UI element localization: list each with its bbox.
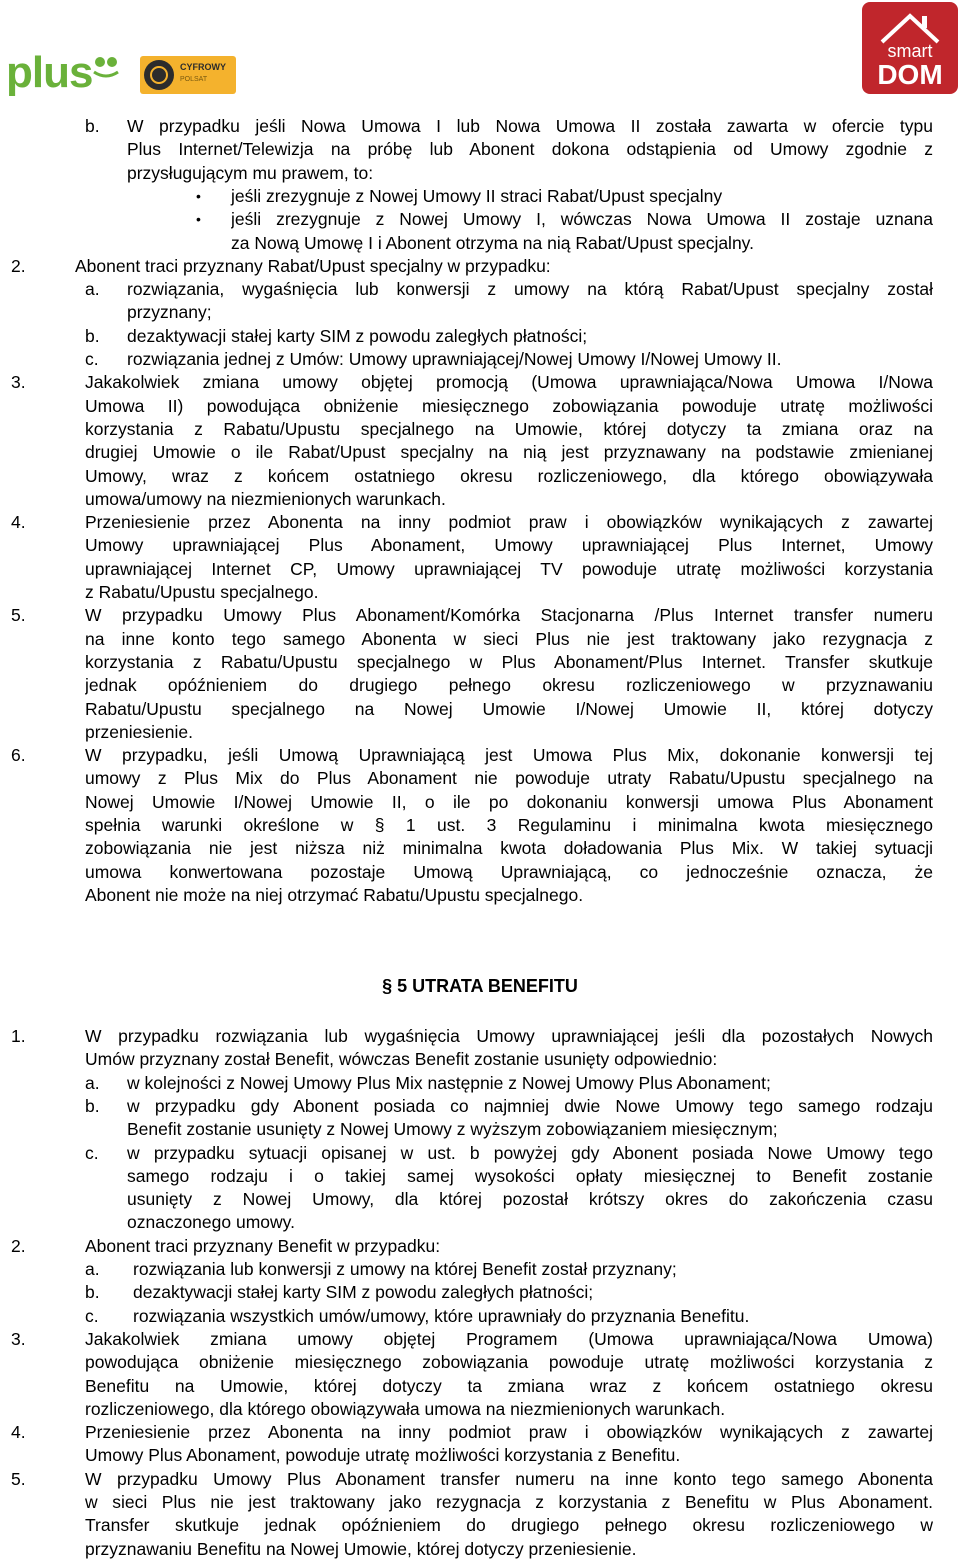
- line-text: przeniesienie.: [85, 721, 193, 742]
- line-text: korzystania z Rabatu/Upustu specjalnego w Plus Abonament/Plus Internet. Transfer skutkuje: [85, 651, 933, 672]
- document-line: [0, 510, 960, 534]
- document-line: [0, 1420, 960, 1444]
- list-marker: 5.: [11, 605, 26, 626]
- document-line: [0, 673, 960, 697]
- list-marker: b.: [85, 1095, 100, 1116]
- document-line: [0, 533, 960, 557]
- cyfrowy-text: CYFROWY: [180, 62, 226, 72]
- document-line: [0, 1187, 960, 1211]
- document-line: [0, 254, 960, 278]
- document-line: [0, 464, 960, 488]
- document-line: [0, 1374, 960, 1398]
- document-line: [0, 860, 960, 884]
- bullet-marker: •: [196, 211, 201, 228]
- document-line: [0, 1490, 960, 1514]
- document-line: [0, 1164, 960, 1188]
- smartdom-dom-text: DOM: [877, 59, 943, 90]
- line-text: Umowy Plus Abonament, powoduje utratę możliwości korzystania z Benefitu.: [85, 1445, 681, 1466]
- smartdom-smart-text: smart: [887, 41, 933, 61]
- line-text: w przypadku gdy Abonent posiada co najmniej dwie Nowe Umowy tego samego rodzaju: [127, 1095, 933, 1116]
- list-marker: c.: [85, 1142, 99, 1163]
- document-line: [0, 1047, 960, 1071]
- document-line: [0, 697, 960, 721]
- document-line: [0, 114, 960, 138]
- line-text: w kolejności z Nowej Umowy Plus Mix następnie z Nowej Umowy Plus Abonament;: [127, 1072, 771, 1093]
- line-text: umowy z Plus Mix do Plus Abonament nie powoduje utraty Rabatu/Upustu specjalnego na: [85, 768, 933, 789]
- line-text: Umowa II) powodująca obniżenie miesięcznego zobowiązania powoduje utratę możliwości: [85, 395, 933, 416]
- line-text: z Rabatu/Upustu specjalnego.: [85, 582, 319, 602]
- line-text: Umowy, wraz z końcem ostatniego okresu rozliczeniowego, dla którego obowiązywała: [85, 465, 933, 486]
- line-text: Jakakolwiek zmiana umowy objętej Programem (Umowa uprawniająca/Nowa Umowa): [85, 1328, 933, 1349]
- document-line: [0, 137, 960, 161]
- document-line: [0, 161, 960, 185]
- document-line: [0, 766, 960, 790]
- line-text: korzystania z Rabatu/Upustu specjalnego na Umowie, której dotyczy ta zmiana oraz na: [85, 418, 933, 439]
- line-text: Umów przyznany został Benefit, wówczas Benefit zostanie usunięty odpowiednio:: [85, 1049, 718, 1070]
- line-text: Plus Internet/Telewizja na próbę lub Abonent dokona odstąpienia od Umowy zgodnie z: [127, 139, 933, 160]
- document-line: [0, 1094, 960, 1118]
- line-text: przyznany;: [127, 302, 212, 323]
- line-text: oznaczonego umowy.: [127, 1212, 295, 1233]
- line-text: W przypadku Umowy Plus Abonament transfer numeru na inne konto tego samego Abonenta: [85, 1468, 933, 1489]
- document-line: [0, 1141, 960, 1165]
- document-line: [0, 813, 960, 837]
- document-line: [0, 1467, 960, 1491]
- line-text: rozwiązania jednej z Umów: Umowy uprawniającej/Nowej Umowy I/Nowej Umowy II.: [127, 349, 782, 369]
- house-icon: [878, 10, 942, 44]
- document-line: [0, 417, 960, 441]
- list-marker: c.: [85, 349, 99, 369]
- document-line: [0, 370, 960, 394]
- line-text: jeśli zrezygnuje z Nowej Umowy II straci Rabat/Upust specjalny: [231, 185, 723, 206]
- document-line: [0, 184, 960, 208]
- line-text: rozliczeniowego, dla którego obowiązywała umowa na niezmienionych warunkach.: [85, 1398, 726, 1419]
- document-line: [0, 627, 960, 651]
- line-text: umowa/umowy na niezmienionych warunkach.: [85, 488, 446, 509]
- page-header: [0, 0, 960, 100]
- document-line: [0, 1280, 960, 1304]
- document-line: [0, 720, 960, 744]
- document-line: [0, 1257, 960, 1281]
- line-text: Benefit zostanie usunięty z Nowej Umowy z wyższym zobowiązaniem miesięcznym;: [127, 1119, 778, 1140]
- document-line: [0, 883, 960, 907]
- list-marker: b.: [85, 325, 100, 346]
- line-text: usunięty z Nowej Umowy, dla której pozostał krótszy okres do zakończenia czasu: [127, 1189, 933, 1210]
- document-line: [0, 277, 960, 301]
- document-line: [0, 1513, 960, 1537]
- line-text: Abonent traci przyznany Rabat/Upust specjalny w przypadku:: [75, 255, 551, 276]
- list-marker: b.: [85, 116, 100, 136]
- bullet-marker: •: [196, 187, 201, 204]
- line-text: Nowej Umowie I/Nowej Umowie II, o ile po dokonaniu konwersji umowa Plus Abonament: [85, 791, 933, 812]
- document-line: [0, 1210, 960, 1234]
- line-text: przyznawaniu Benefitu na Nowej Umowie, której dotyczy przeniesienie.: [85, 1538, 637, 1559]
- list-marker: b.: [85, 1282, 100, 1303]
- line-text: Przeniesienie przez Abonenta na inny podmiot praw i obowiązków wynikających z zawartej: [85, 512, 933, 533]
- line-text: drugiej Umowie o ile Rabat/Upust specjalny na nią jest przyznawany na podstawie zmienianej: [85, 442, 933, 463]
- document-line: [0, 650, 960, 674]
- list-marker: a.: [85, 279, 100, 300]
- document-line: [0, 790, 960, 814]
- document-line: [0, 394, 960, 418]
- line-text: Przeniesienie przez Abonenta na inny podmiot praw i obowiązków wynikających z zawartej: [85, 1422, 933, 1443]
- document-line: [0, 603, 960, 627]
- line-text: jednak opóźnieniem do drugiego pełnego okresu rozliczeniowego w przyznawaniu: [85, 675, 933, 696]
- list-marker: c.: [85, 1305, 99, 1326]
- document-line: [0, 1024, 960, 1048]
- document-line: [0, 1443, 960, 1467]
- plus-logo-text: plus: [6, 48, 93, 97]
- document-line: [0, 1537, 960, 1561]
- line-text: rozwiązania lub konwersji z umowy na której Benefit został przyznany;: [133, 1259, 677, 1279]
- line-text: w przypadku sytuacji opisanej w ust. b powyżej gdy Abonent posiada Nowe Umowy tego: [127, 1142, 933, 1163]
- list-marker: a.: [85, 1072, 100, 1093]
- section-heading-text: § 5 UTRATA BENEFITU: [382, 976, 578, 996]
- list-marker: 6.: [11, 745, 26, 766]
- line-text: powodująca obniżenie miesięcznego zobowiązania powoduje utratę możliwości korzystania z: [85, 1352, 933, 1373]
- document-line: [0, 743, 960, 767]
- document-line: [0, 347, 960, 371]
- document-line: [0, 1234, 960, 1258]
- line-text: zobowiązania nie jest niższa niż minimalna kwota doładowania Plus Mix. W takiej sytuacji: [85, 838, 933, 859]
- line-text: przysługującym mu prawem, to:: [127, 162, 374, 183]
- polsat-sun-icon: [144, 60, 174, 90]
- list-marker: 4.: [11, 512, 26, 533]
- cyfrowy-polsat-logo: [140, 56, 236, 94]
- plus-flower-icon: [92, 56, 120, 78]
- document-line: [0, 207, 960, 231]
- line-text: Benefitu na Umowie, której dotyczy ta zmiana wraz z końcem ostatniego okresu: [85, 1375, 933, 1396]
- document-line: [0, 1117, 960, 1141]
- document-line: [0, 1071, 960, 1095]
- line-text: rozwiązania wszystkich umów/umowy, które uprawniały do przyznania Benefitu.: [133, 1305, 750, 1326]
- list-marker: 5.: [11, 1468, 26, 1489]
- polsat-text: POLSAT: [180, 76, 208, 83]
- document-line: [0, 1327, 960, 1351]
- document-line: [0, 231, 960, 255]
- line-text: Rabatu/Upustu specjalnego na Nowej Umowie I/Nowej Umowie II, której dotyczy: [85, 698, 933, 719]
- line-text: Abonent traci przyznany Benefit w przypadku:: [85, 1235, 441, 1256]
- list-marker: 3.: [11, 1328, 26, 1349]
- line-text: Jakakolwiek zmiana umowy objętej promocją (Umowa uprawniająca/Nowa Umowa I/Nowa: [85, 372, 933, 393]
- document-line: [0, 1350, 960, 1374]
- line-text: umowa konwertowana pozostaje Umową Uprawniającą, co jednocześnie oznacza, że: [85, 861, 933, 882]
- document-line: [0, 557, 960, 581]
- line-text: dezaktywacji stałej karty SIM z powodu zaległych płatności;: [133, 1282, 594, 1303]
- line-text: jeśli zrezygnuje z Nowej Umowy I, wówczas Nowa Umowa II zostaje uznana: [231, 209, 933, 230]
- document-line: [0, 324, 960, 348]
- list-marker: a.: [85, 1259, 100, 1279]
- line-text: W przypadku Umowy Plus Abonament/Komórka Stacjonarna /Plus Internet transfer numeru: [85, 605, 933, 626]
- section-heading: [0, 976, 960, 997]
- list-marker: 1.: [11, 1026, 26, 1046]
- document-line: [0, 300, 960, 324]
- smartdom-logo: [862, 2, 958, 94]
- line-text: W przypadku jeśli Nowa Umowa I lub Nowa Umowa II została zawarta w ofercie typu: [127, 116, 933, 136]
- plus-logo: [6, 50, 92, 96]
- line-text: Umowy uprawniającej Plus Abonament, Umowy uprawniającej Plus Internet, Umowy: [85, 535, 933, 556]
- line-text: Abonent nie może na niej otrzymać Rabatu/Upustu specjalnego.: [85, 884, 584, 905]
- line-text: spełnia warunki określone w § 1 ust. 3 Regulaminu i minimalna kwota miesięcznego: [85, 815, 933, 835]
- line-text: W przypadku rozwiązania lub wygaśnięcia Umowy uprawniającej jeśli dla pozostałych Nowych: [85, 1026, 933, 1046]
- document-line: [0, 836, 960, 860]
- list-marker: 2.: [11, 255, 26, 276]
- document-line: [0, 440, 960, 464]
- list-marker: 3.: [11, 372, 26, 393]
- line-text: w sieci Plus nie jest traktowany jako rezygnacja z korzystania z Benefitu w Plus Abonament.: [85, 1492, 933, 1512]
- document-line: [0, 1304, 960, 1328]
- line-text: na inne konto tego samego Abonenta w sieci Plus nie jest traktowany jako rezygnacja z: [85, 628, 933, 649]
- list-marker: 2.: [11, 1235, 26, 1256]
- list-marker: 4.: [11, 1422, 26, 1443]
- line-text: dezaktywacji stałej karty SIM z powodu zaległych płatności;: [127, 325, 588, 346]
- document-line: [0, 1397, 960, 1421]
- document-line: [0, 487, 960, 511]
- line-text: uprawniającej Internet CP, Umowy uprawniającej TV powoduje utratę możliwości korzystania: [85, 558, 933, 579]
- line-text: samego rodzaju i o takiej samej wysokości opłaty miesięcznej to Benefit zostanie: [127, 1165, 933, 1186]
- line-text: W przypadku, jeśli Umową Uprawniającą jest Umowa Plus Mix, dokonanie konwersji tej: [85, 745, 933, 766]
- line-text: za Nową Umowę I i Abonent otrzyma na nią Rabat/Upust specjalny.: [231, 232, 754, 253]
- document-line: [0, 580, 960, 604]
- line-text: rozwiązania, wygaśnięcia lub konwersji z umowy na którą Rabat/Upust specjalny został: [127, 279, 933, 300]
- line-text: Transfer skutkuje jednak opóźnieniem do drugiego pełnego okresu rozliczeniowego w: [85, 1515, 933, 1536]
